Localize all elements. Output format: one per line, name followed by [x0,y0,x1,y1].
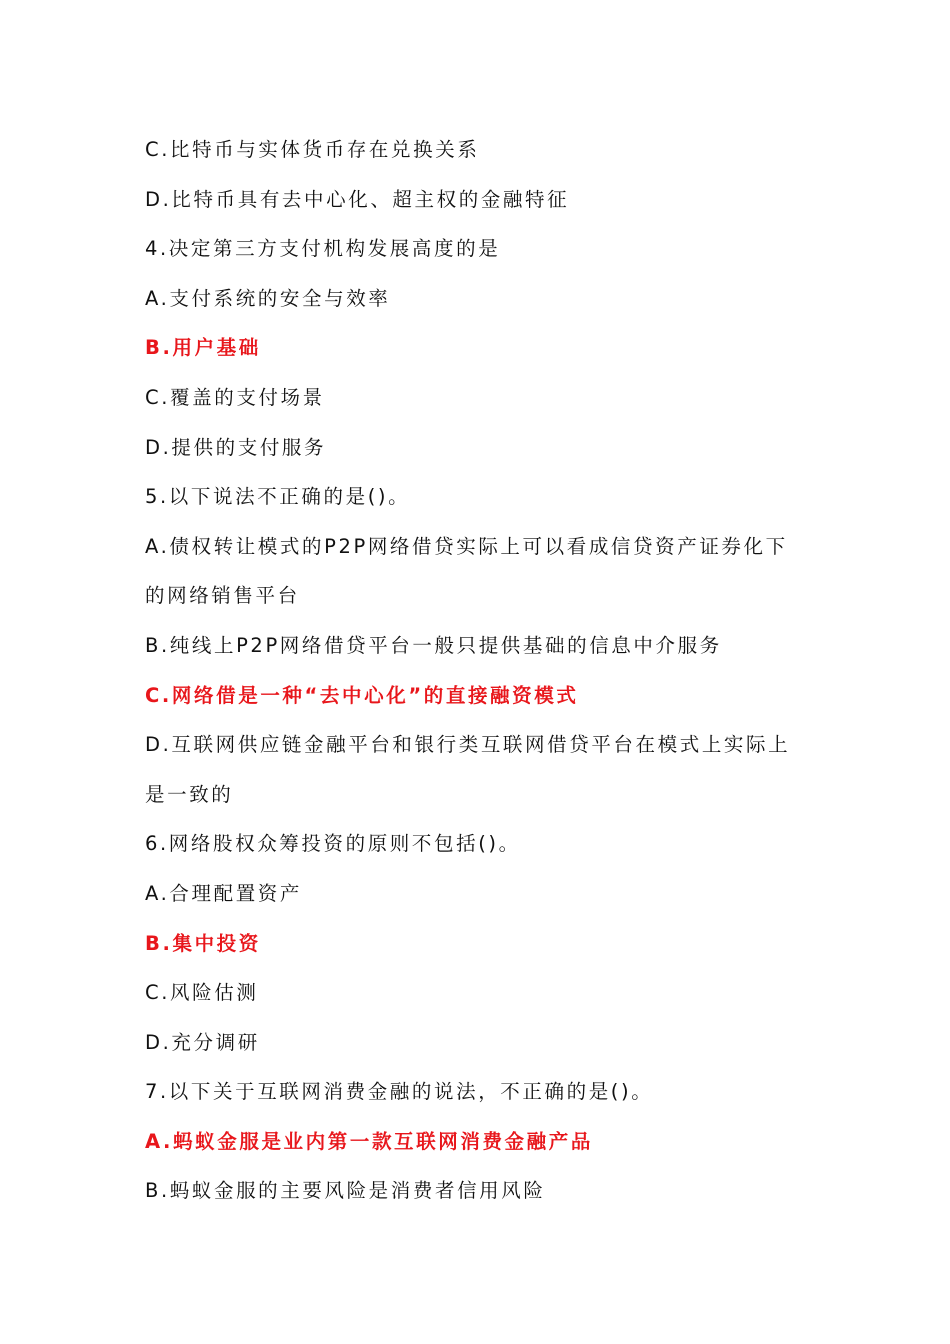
question-4: 4.决定第三方支付机构发展高度的是 [145,237,501,261]
question-6-option-d: D.充分调研 [145,1030,260,1054]
question-5-option-a: A.债权转让模式的P2P网络借贷实际上可以看成信贷资产证券化下 [145,534,788,558]
question-5-option-d: D.互联网供应链金融平台和银行类互联网借贷平台在模式上实际上 [145,733,791,757]
question-7: 7.以下关于互联网消费金融的说法，不正确的是()。 [145,1080,654,1104]
question-7-option-a-answer: A.蚂蚁金服是业内第一款互联网消费金融产品 [145,1129,593,1153]
question-6-option-b-answer: B.集中投资 [145,931,261,955]
question-6-option-a: A.合理配置资产 [145,881,302,905]
option-d-line: D.比特币具有去中心化、超主权的金融特征 [145,187,570,211]
question-5-option-d-continued: 是一致的 [145,782,234,806]
document-body [145,132,815,1223]
question-4-option-b-answer: B.用户基础 [145,336,261,360]
question-4-option-a: A.支付系统的安全与效率 [145,286,391,310]
question-6: 6.网络股权众筹投资的原则不包括()。 [145,832,521,856]
question-5: 5.以下说法不正确的是()。 [145,485,411,509]
question-5-option-a-continued: 的网络销售平台 [145,584,300,608]
question-4-option-c: C.覆盖的支付场景 [145,385,325,409]
question-6-option-c: C.风险估测 [145,981,259,1005]
option-c-line: C.比特币与实体货币存在兑换关系 [145,138,480,161]
question-5-option-c-answer: C.网络借是一种“去中心化”的直接融资模式 [145,683,579,707]
question-5-option-b: B.纯线上P2P网络借贷平台一般只提供基础的信息中介服务 [145,633,722,657]
question-7-option-b: B.蚂蚁金服的主要风险是消费者信用风险 [145,1179,546,1203]
question-4-option-d: D.提供的支付服务 [145,435,327,459]
